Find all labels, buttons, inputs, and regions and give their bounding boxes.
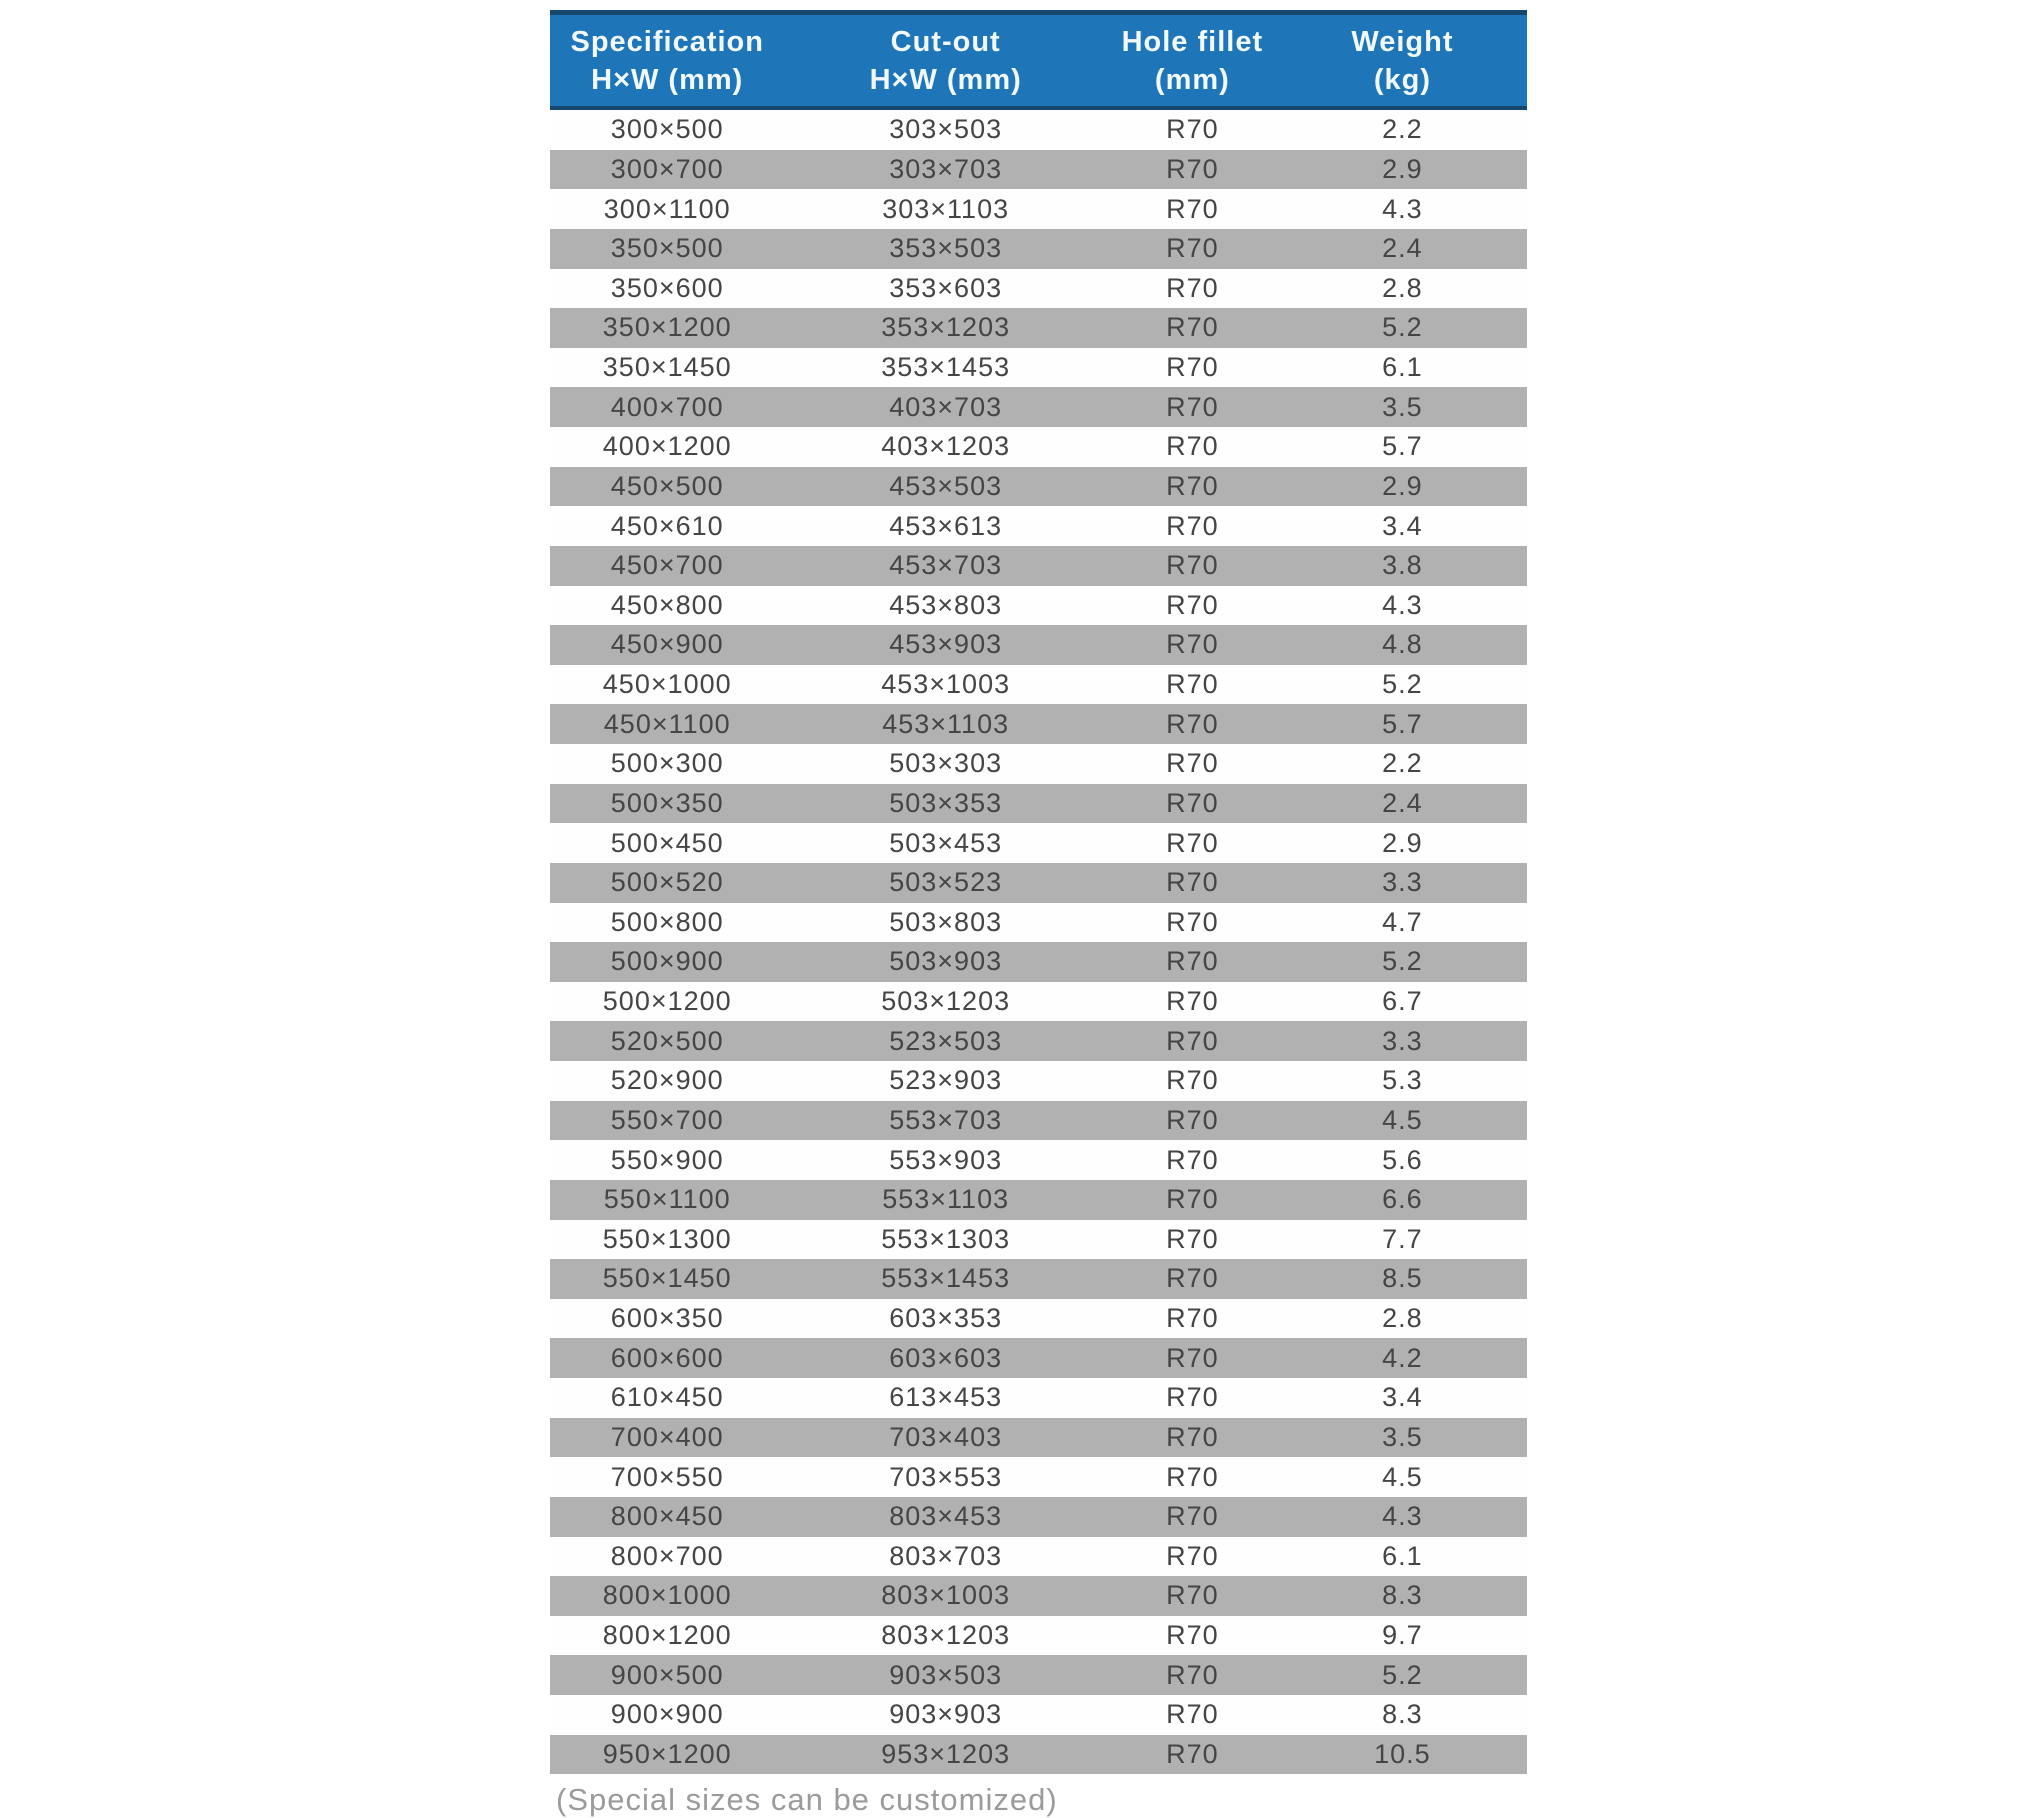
table-cell: 4.7	[1382, 906, 1423, 937]
table-cell: 350×600	[610, 272, 724, 303]
table-cell: R70	[1166, 1382, 1219, 1413]
table-cell: 4.2	[1382, 1342, 1423, 1373]
table-row	[550, 229, 1527, 269]
table-cell: 2.2	[1382, 114, 1423, 145]
table-cell: 503×803	[889, 906, 1003, 937]
table-row	[550, 1140, 1527, 1180]
table-row	[550, 1259, 1527, 1299]
column-header-cutout	[784, 13, 1106, 109]
table-row	[550, 982, 1527, 1022]
table-cell: 500×900	[610, 946, 724, 977]
table-cell: R70	[1166, 312, 1219, 343]
table-row	[550, 1616, 1527, 1656]
table-cell: R70	[1166, 1263, 1219, 1294]
table-cell: R70	[1166, 1025, 1219, 1056]
column-header-unit: H×W (mm)	[591, 63, 744, 96]
table-cell: R70	[1166, 946, 1219, 977]
table-cell: 500×800	[610, 906, 724, 937]
table-cell: 2.8	[1382, 1303, 1423, 1334]
table-cell: 403×1203	[881, 431, 1011, 462]
table-row	[550, 1101, 1527, 1141]
table-row	[550, 1299, 1527, 1339]
table-cell: 300×1100	[603, 193, 731, 224]
table-cell: 5.2	[1382, 1659, 1423, 1690]
table-cell: R70	[1166, 352, 1219, 383]
table-cell: 6.1	[1382, 1540, 1423, 1571]
table-cell: 450×800	[610, 589, 724, 620]
table-cell: 453×803	[889, 589, 1003, 620]
table-cell: 303×503	[889, 114, 1003, 145]
column-header-unit: (mm)	[1154, 63, 1230, 96]
table-row	[550, 1021, 1527, 1061]
table-cell: R70	[1166, 431, 1219, 462]
table-cell: 2.8	[1382, 272, 1423, 303]
table-cell: R70	[1166, 1421, 1219, 1452]
table-cell: R70	[1166, 748, 1219, 779]
table-row	[550, 467, 1527, 507]
table-cell: 453×613	[889, 510, 1003, 541]
table-cell: 500×350	[610, 787, 724, 818]
table-cell: 300×700	[610, 153, 724, 184]
table-cell: 5.2	[1382, 669, 1423, 700]
table-cell: R70	[1166, 114, 1219, 145]
table-cell: R70	[1166, 906, 1219, 937]
table-cell: 450×610	[610, 510, 724, 541]
table-cell: R70	[1166, 1699, 1219, 1730]
table-cell: 520×900	[610, 1065, 724, 1096]
table-cell: 700×400	[610, 1421, 724, 1452]
table-cell: 550×700	[610, 1104, 724, 1135]
table-cell: R70	[1166, 1738, 1219, 1769]
table-cell: 553×703	[889, 1104, 1003, 1135]
table-cell: 600×350	[610, 1303, 724, 1334]
table-cell: 3.5	[1382, 1421, 1423, 1452]
table-cell: 350×1200	[602, 312, 732, 343]
table-cell: 5.7	[1382, 708, 1423, 739]
table-row	[550, 308, 1527, 348]
table-cell: 353×1453	[881, 352, 1011, 383]
table-cell: R70	[1166, 1540, 1219, 1571]
table-cell: 453×1103	[882, 708, 1010, 739]
table-cell: 450×900	[610, 629, 724, 660]
table-row	[550, 823, 1527, 863]
table-cell: 800×700	[610, 1540, 724, 1571]
table-cell: 353×1203	[881, 312, 1011, 343]
table-cell: 350×1450	[602, 352, 732, 383]
table-cell: 8.5	[1382, 1263, 1423, 1294]
table-cell: 2.9	[1382, 470, 1423, 501]
specification-table-wrap	[550, 10, 1527, 1774]
table-row	[550, 942, 1527, 982]
table-cell: 503×903	[889, 946, 1003, 977]
table-cell: 4.3	[1382, 589, 1423, 620]
table-cell: R70	[1166, 1065, 1219, 1096]
table-cell: 900×500	[610, 1659, 724, 1690]
table-cell: 550×1100	[603, 1184, 731, 1215]
table-row	[550, 150, 1527, 190]
specification-table	[550, 10, 1527, 1774]
table-cell: 9.7	[1382, 1620, 1423, 1651]
table-cell: R70	[1166, 1461, 1219, 1492]
table-cell: 5.6	[1382, 1144, 1423, 1175]
table-cell: 700×550	[610, 1461, 724, 1492]
table-row	[550, 108, 1527, 150]
table-cell: 803×1003	[881, 1580, 1011, 1611]
table-row	[550, 704, 1527, 744]
table-cell: 2.2	[1382, 748, 1423, 779]
table-cell: 3.5	[1382, 391, 1423, 422]
table-cell: R70	[1166, 153, 1219, 184]
table-cell: 2.9	[1382, 827, 1423, 858]
table-cell: 553×1103	[882, 1184, 1010, 1215]
table-cell: 953×1203	[881, 1738, 1011, 1769]
table-row	[550, 269, 1527, 309]
column-header-label: Cut-out	[890, 25, 1001, 58]
table-cell: 450×1000	[602, 669, 732, 700]
table-cell: 903×503	[889, 1659, 1003, 1690]
table-cell: R70	[1166, 272, 1219, 303]
table-row	[550, 1338, 1527, 1378]
table-row	[550, 863, 1527, 903]
table-cell: 450×500	[610, 470, 724, 501]
table-cell: 603×353	[889, 1303, 1003, 1334]
table-cell: 3.8	[1382, 550, 1423, 581]
table-cell: 2.4	[1382, 233, 1423, 264]
table-header-row	[550, 13, 1527, 109]
table-cell: 520×500	[610, 1025, 724, 1056]
table-row	[550, 1220, 1527, 1260]
table-cell: 800×1000	[602, 1580, 732, 1611]
table-cell: 800×450	[610, 1501, 724, 1532]
table-cell: R70	[1166, 1501, 1219, 1532]
table-cell: 550×900	[610, 1144, 724, 1175]
table-cell: R70	[1166, 708, 1219, 739]
table-cell: 400×700	[610, 391, 724, 422]
table-cell: 4.8	[1382, 629, 1423, 660]
table-cell: 703×553	[889, 1461, 1003, 1492]
table-row	[550, 1180, 1527, 1220]
table-cell: R70	[1166, 669, 1219, 700]
table-cell: 903×903	[889, 1699, 1003, 1730]
table-cell: R70	[1166, 827, 1219, 858]
column-header-label: Weight	[1351, 25, 1454, 58]
table-row	[550, 546, 1527, 586]
table-cell: 553×1303	[881, 1223, 1011, 1254]
table-row	[550, 1735, 1527, 1775]
table-cell: 523×903	[889, 1065, 1003, 1096]
table-cell: 800×1200	[602, 1620, 732, 1651]
table-cell: 803×1203	[881, 1620, 1011, 1651]
table-cell: 450×1100	[603, 708, 731, 739]
table-cell: 503×353	[889, 787, 1003, 818]
table-cell: 6.6	[1382, 1184, 1423, 1215]
table-cell: R70	[1166, 1184, 1219, 1215]
table-row	[550, 625, 1527, 665]
table-cell: 5.2	[1382, 946, 1423, 977]
table-cell: R70	[1166, 391, 1219, 422]
column-header-specification	[550, 13, 784, 109]
table-cell: 550×1300	[602, 1223, 732, 1254]
table-cell: 8.3	[1382, 1699, 1423, 1730]
table-row	[550, 1457, 1527, 1497]
table-cell: R70	[1166, 629, 1219, 660]
table-cell: 353×603	[889, 272, 1003, 303]
table-cell: 8.3	[1382, 1580, 1423, 1611]
table-cell: 500×300	[610, 748, 724, 779]
table-row	[550, 1378, 1527, 1418]
table-cell: 6.1	[1382, 352, 1423, 383]
table-row	[550, 1061, 1527, 1101]
table-cell: 610×450	[610, 1382, 724, 1413]
table-cell: 5.2	[1382, 312, 1423, 343]
table-cell: 3.3	[1382, 867, 1423, 898]
table-row	[550, 586, 1527, 626]
table-cell: 503×523	[889, 867, 1003, 898]
table-cell: 6.7	[1382, 986, 1423, 1017]
table-cell: 500×1200	[602, 986, 732, 1017]
table-cell: 553×1453	[881, 1263, 1011, 1294]
table-cell: 453×903	[889, 629, 1003, 660]
table-cell: R70	[1166, 1303, 1219, 1334]
table-cell: 803×453	[889, 1501, 1003, 1532]
column-header-label: Hole fillet	[1121, 25, 1264, 58]
table-cell: 5.7	[1382, 431, 1423, 462]
table-row	[550, 1537, 1527, 1577]
table-cell: 600×600	[610, 1342, 724, 1373]
column-header-unit: (kg)	[1373, 63, 1431, 96]
table-cell: 4.3	[1382, 193, 1423, 224]
table-cell: 500×450	[610, 827, 724, 858]
table-row	[550, 506, 1527, 546]
table-row	[550, 427, 1527, 467]
table-cell: R70	[1166, 589, 1219, 620]
table-cell: R70	[1166, 510, 1219, 541]
table-row	[550, 784, 1527, 824]
table-row	[550, 665, 1527, 705]
table-row	[550, 1418, 1527, 1458]
table-cell: R70	[1166, 1223, 1219, 1254]
table-cell: R70	[1166, 1144, 1219, 1175]
table-cell: 613×453	[889, 1382, 1003, 1413]
table-cell: 450×700	[610, 550, 724, 581]
table-cell: 503×1203	[881, 986, 1011, 1017]
table-cell: 803×703	[889, 1540, 1003, 1571]
table-cell: R70	[1166, 1342, 1219, 1373]
table-cell: 523×503	[889, 1025, 1003, 1056]
table-cell: R70	[1166, 1104, 1219, 1135]
table-cell: R70	[1166, 550, 1219, 581]
table-row	[550, 1655, 1527, 1695]
table-cell: R70	[1166, 1659, 1219, 1690]
table-cell: 453×703	[889, 550, 1003, 581]
table-cell: R70	[1166, 193, 1219, 224]
table-row	[550, 903, 1527, 943]
table-row	[550, 348, 1527, 388]
table-cell: 403×703	[889, 391, 1003, 422]
table-cell: 303×1103	[882, 193, 1010, 224]
table-cell: 2.9	[1382, 153, 1423, 184]
column-header-label: Specification	[570, 25, 764, 58]
table-header	[550, 13, 1527, 109]
column-header-weight	[1278, 13, 1527, 109]
table-cell: R70	[1166, 787, 1219, 818]
table-cell: R70	[1166, 1620, 1219, 1651]
column-header-unit: H×W (mm)	[869, 63, 1022, 96]
table-cell: 453×503	[889, 470, 1003, 501]
table-cell: 353×503	[889, 233, 1003, 264]
table-cell: R70	[1166, 470, 1219, 501]
table-cell: 7.7	[1382, 1223, 1423, 1254]
table-cell: 503×453	[889, 827, 1003, 858]
table-cell: 303×703	[889, 153, 1003, 184]
table-row	[550, 1576, 1527, 1616]
table-cell: 10.5	[1374, 1738, 1431, 1769]
table-cell: 503×303	[889, 748, 1003, 779]
table-row	[550, 744, 1527, 784]
table-cell: 900×900	[610, 1699, 724, 1730]
table-cell: 550×1450	[602, 1263, 732, 1294]
table-cell: 703×403	[889, 1421, 1003, 1452]
table-body	[550, 108, 1527, 1774]
table-row	[550, 1497, 1527, 1537]
table-row	[550, 1695, 1527, 1735]
table-cell: R70	[1166, 867, 1219, 898]
table-cell: 3.4	[1382, 1382, 1423, 1413]
table-cell: 603×603	[889, 1342, 1003, 1373]
table-cell: R70	[1166, 233, 1219, 264]
table-cell: R70	[1166, 1580, 1219, 1611]
table-cell: 400×1200	[602, 431, 732, 462]
footnote: (Special sizes can be customized)	[556, 1782, 1058, 1817]
table-row	[550, 189, 1527, 229]
table-cell: 3.4	[1382, 510, 1423, 541]
table-cell: 4.3	[1382, 1501, 1423, 1532]
table-cell: 500×520	[610, 867, 724, 898]
table-cell: 2.4	[1382, 787, 1423, 818]
table-cell: 4.5	[1382, 1104, 1423, 1135]
table-cell: 5.3	[1382, 1065, 1423, 1096]
table-cell: 950×1200	[602, 1738, 732, 1769]
table-cell: 453×1003	[881, 669, 1011, 700]
table-cell: 4.5	[1382, 1461, 1423, 1492]
table-cell: 553×903	[889, 1144, 1003, 1175]
table-cell: 3.3	[1382, 1025, 1423, 1056]
table-row	[550, 387, 1527, 427]
table-cell: R70	[1166, 986, 1219, 1017]
column-header-hole-fillet	[1107, 13, 1278, 109]
table-cell: 300×500	[610, 114, 724, 145]
table-cell: 350×500	[610, 233, 724, 264]
